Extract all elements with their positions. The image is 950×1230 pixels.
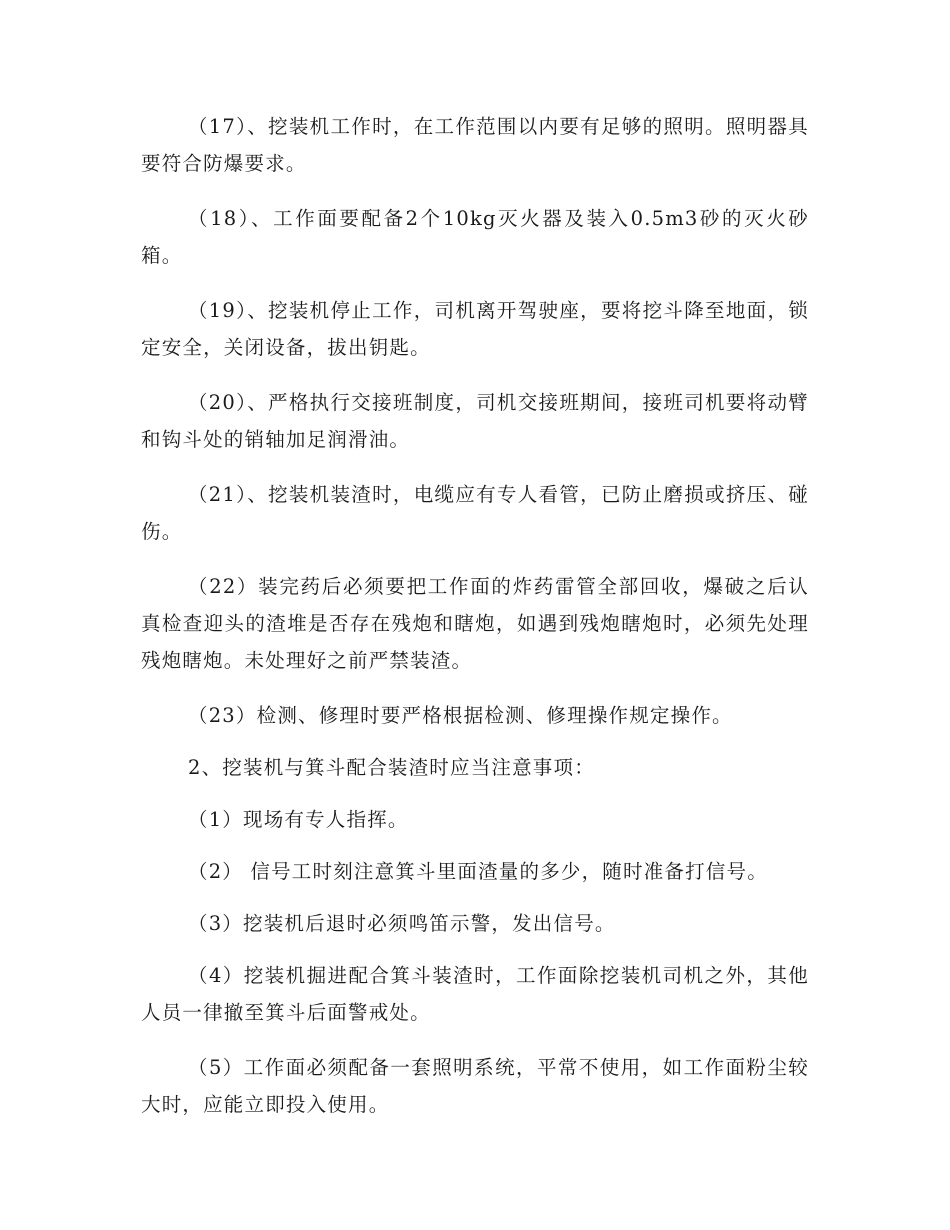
paragraph-19: （19）、挖装机停止工作，司机离开驾驶座，要将挖斗降至地面，锁定安全，关闭设备，拔出钥匙。 (141, 299, 809, 359)
paragraph-23: （23）检测、修理时要严格根据检测、修理操作规定操作。 (188, 704, 733, 727)
document-body (141, 108, 809, 1141)
section-heading-2: 2、挖装机与箕斗配合装渣时应当注意事项： (188, 756, 595, 779)
item-3: （3）挖装机后退时必须鸣笛示警，发出信号。 (188, 912, 616, 935)
paragraph-20: （20）、严格执行交接班制度，司机交接班期间，接班司机要将动臂和钩斗处的销轴加足润滑油。 (141, 391, 809, 451)
item-5: （5）工作面必须配备一套照明系统，平常不使用，如工作面粉尘较大时，应能立即投入使用。 (141, 1056, 809, 1116)
paragraph-21: （21）、挖装机装渣时，电缆应有专人看管，已防止磨损或挤压、碰伤。 (141, 483, 809, 543)
paragraph-18: （18）、工作面要配备2个10kg灭火器及装入0.5m3砂的灭火砂箱。 (141, 207, 809, 267)
paragraph-17: （17）、挖装机工作时，在工作范围以内要有足够的照明。照明器具要符合防爆要求。 (141, 115, 809, 175)
item-1: （1）现场有专人指挥。 (188, 808, 409, 831)
item-2: （2） 信号工时刻注意箕斗里面渣量的多少，随时准备打信号。 (188, 860, 768, 883)
paragraph-22: （22）装完药后必须要把工作面的炸药雷管全部回收，爆破之后认真检查迎头的渣堆是否存在残炮和瞎炮，如遇到残炮瞎炮时，必须先处理残炮瞎炮。未处理好之前严禁装渣。 (141, 575, 809, 672)
item-4: （4）挖装机掘进配合箕斗装渣时，工作面除挖装机司机之外，其他人员一律撤至箕斗后面警戒处。 (141, 964, 809, 1024)
